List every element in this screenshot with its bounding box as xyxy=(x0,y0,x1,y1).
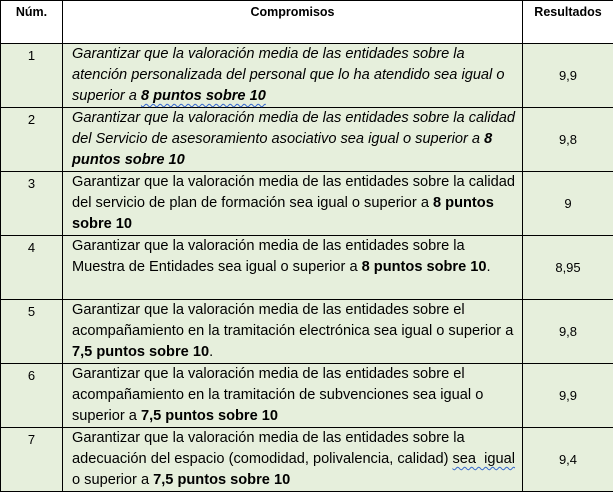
header-compromisos: Compromisos xyxy=(63,1,523,44)
commitment-body: Garantizar que la valoración media de las entidades sobre la atención personalizada del personal que lo ha atendido sea igual o superior a xyxy=(72,46,505,104)
commitment-text xyxy=(63,108,523,172)
result-value: 9,8 xyxy=(523,108,613,172)
table-header-row xyxy=(1,1,613,44)
commitment-target: 7,5 puntos sobre 10 xyxy=(153,472,291,488)
commitment-target: 7,5 puntos sobre 10 xyxy=(72,344,210,360)
table-row xyxy=(1,428,613,492)
row-number: 6 xyxy=(1,364,63,428)
table-row xyxy=(1,364,613,428)
table-row xyxy=(1,44,613,108)
table-row xyxy=(1,108,613,172)
commitment-target: 8 puntos sobre 10 xyxy=(361,259,487,275)
row-number: 3 xyxy=(1,172,63,236)
result-value: 9,4 xyxy=(523,428,613,492)
commitment-text xyxy=(63,236,523,300)
row-number: 1 xyxy=(1,44,63,108)
commitment-target: 8 puntos sobre 10 xyxy=(72,131,493,168)
row-number: 5 xyxy=(1,300,63,364)
result-value: 9,8 xyxy=(523,300,613,364)
commitment-text xyxy=(63,364,523,428)
commitment-body: Garantizar que la valoración media de las entidades sobre la calidad del Servicio de asesoramiento asociativo sea igual o superior a xyxy=(72,110,515,147)
header-resultados: Resultados xyxy=(523,1,613,44)
table-row xyxy=(1,236,613,300)
commitment-text xyxy=(63,428,523,492)
commitment-text xyxy=(63,172,523,236)
table-row xyxy=(1,300,613,364)
header-num: Núm. xyxy=(1,1,63,44)
row-number: 2 xyxy=(1,108,63,172)
commitment-target xyxy=(141,88,266,104)
commitment-target: 7,5 puntos sobre 10 xyxy=(140,408,279,424)
commitment-body: Garantizar que la valoración media de las entidades sobre el acompañamiento en la tramitación electrónica sea igual o superior a xyxy=(72,302,514,339)
commitment-body: Garantizar que la valoración media de las entidades sobre la calidad del servicio de plan de formación sea igual o superior a xyxy=(72,174,515,211)
target-value: 8 puntos sobre 10 xyxy=(140,88,266,104)
commitment-text xyxy=(63,300,523,364)
commitment-body: Garantizar que la valoración media de las entidades sobre el acompañamiento en la tramitación de subvenciones sea igual o superior a xyxy=(72,366,484,424)
commitment-body: Garantizar que la valoración media de las entidades sobre la Muestra de Entidades sea igual o superior a xyxy=(72,238,465,275)
result-value: 9,9 xyxy=(523,364,613,428)
commitment-tail: . xyxy=(209,344,214,360)
result-value: 9,9 xyxy=(523,44,613,108)
commitment-body: Garantizar que la valoración media de las entidades sobre la adecuación del espacio (comodidad, polivalencia, calidad) xyxy=(72,430,465,467)
result-value: 9 xyxy=(523,172,613,236)
row-number: 7 xyxy=(1,428,63,492)
commitment-tail: . xyxy=(486,259,491,275)
commitment-body-continued: o superior a xyxy=(72,472,154,488)
spellcheck-underlined-text: sea igual xyxy=(452,451,515,467)
row-number: 4 xyxy=(1,236,63,300)
result-value: 8,95 xyxy=(523,236,613,300)
table-row xyxy=(1,172,613,236)
commitment-text xyxy=(63,44,523,108)
commitment-target: 8 puntos sobre 10 xyxy=(72,195,494,232)
